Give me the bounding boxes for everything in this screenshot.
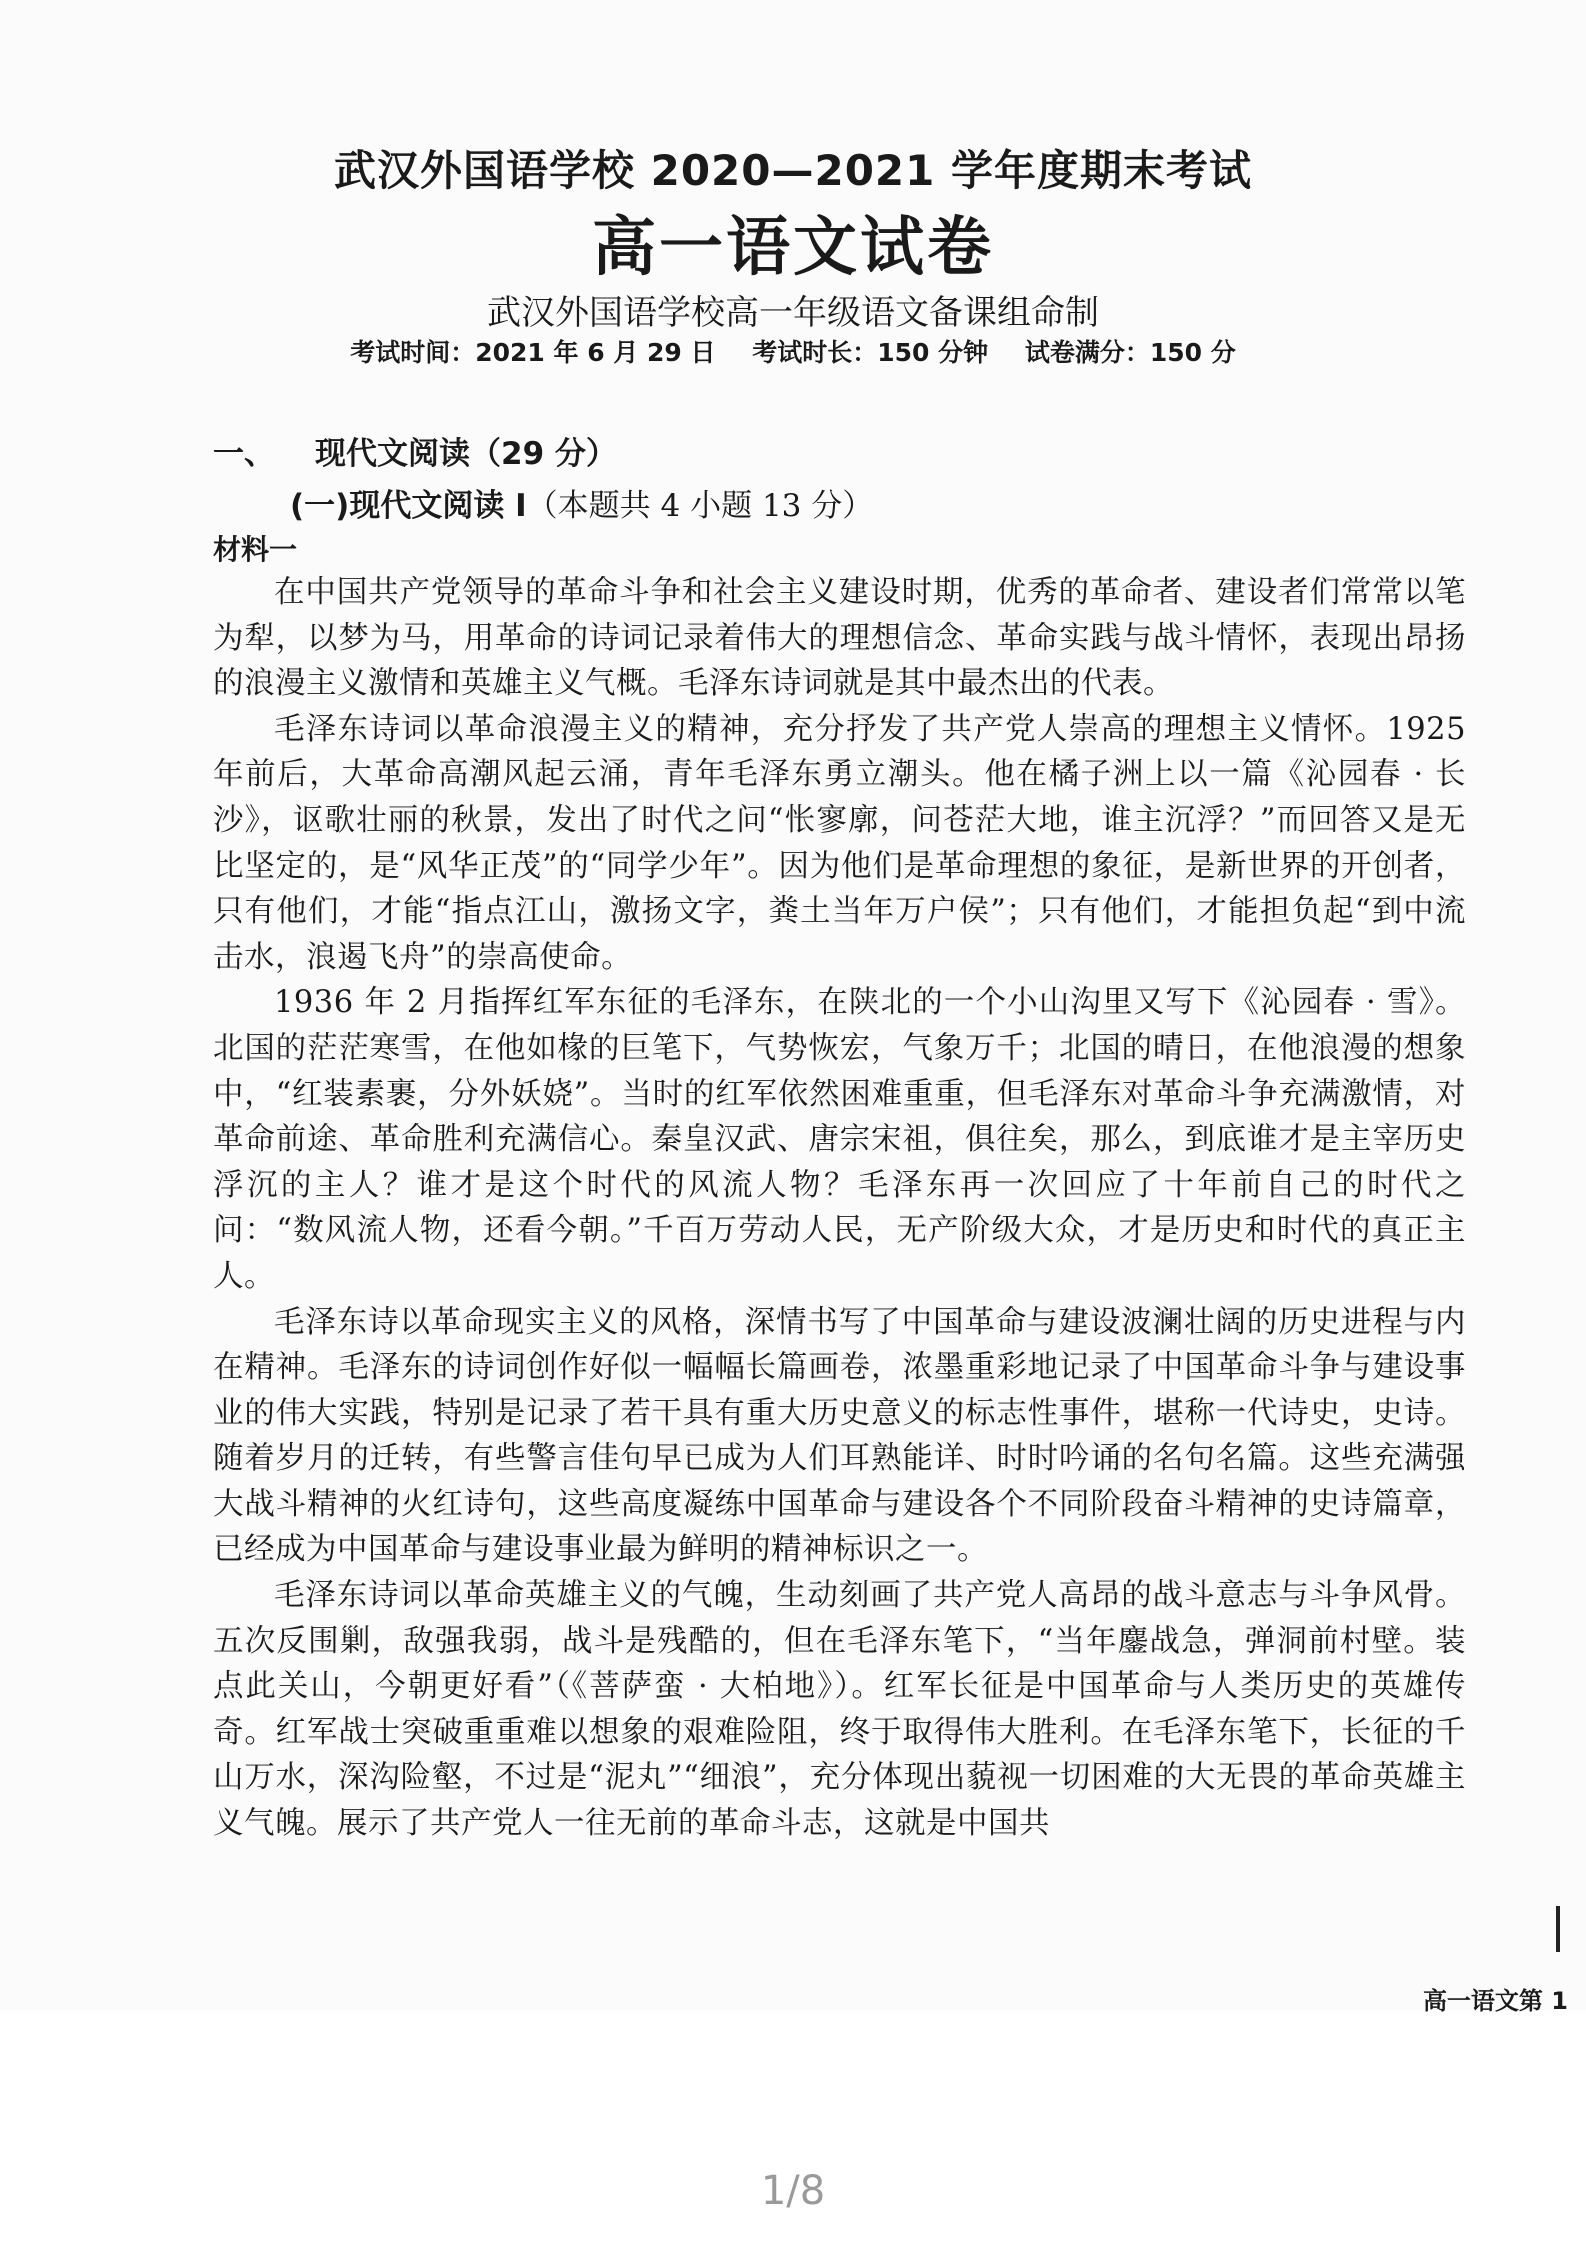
exam-date: 考试时间：2021 年 6 月 29 日 xyxy=(350,338,716,367)
subsection-heading xyxy=(290,480,873,525)
paper-title: 高一语文试卷 xyxy=(592,211,994,285)
compiler-line: 武汉外国语学校高一年级语文备课组命制 xyxy=(487,293,1099,333)
exam-info xyxy=(0,333,1586,369)
subsection-title: (一)现代文阅读 I xyxy=(290,488,527,524)
exam-full-score: 试卷满分：150 分 xyxy=(1024,338,1236,367)
exam-duration: 考试时长：150 分钟 xyxy=(752,338,989,367)
reading-passage xyxy=(213,570,1466,1847)
page-indicator[interactable]: 1/8 xyxy=(760,2168,826,2214)
page-footer: 高一语文第 1 xyxy=(1422,1987,1568,2015)
section-title: 现代文阅读（29 分） xyxy=(315,436,617,472)
material-label: 材料一 xyxy=(213,533,298,566)
subsection-note: （本题共 4 小题 13 分） xyxy=(526,488,874,524)
paragraph-4: 毛泽东诗以革命现实主义的风格，深情书写了中国革命与建设波澜壮阔的历史进程与内在精神。毛泽东的诗词创作好似一幅幅长篇画卷，浓墨重彩地记录了中国革命斗争与建设事业的伟大实践，特别是记录了若干具有重大历史意义的标志性事件，堪称一代诗史，史诗。随着岁月的迁转，有些警言佳句早已成为人们耳熟能详、时时吟诵的名句名篇。这些充满强大战斗精神的火红诗句，这些高度凝练中国革命与建设各个不同阶段奋斗精神的史诗篇章，已经成为中国革命与建设事业最为鲜明的精神标识之一。 xyxy=(213,1304,1466,1568)
paragraph-3: 1936 年 2 月指挥红军东征的毛泽东，在陕北的一个小山沟里又写下《沁园春 · 雪》。北国的茫茫寒雪，在他如椽的巨笔下，气势恢宏，气象万千；北国的晴日，在他浪漫的想象中，“红装素裹，分外妖娆”。当时的红军依然困难重重，但毛泽东对革命斗争充满激情，对革命前途、革命胜利充满信心。秦皇汉武、唐宗宋祖，俱往矣，那么，到底谁才是主宰历史浮沉的主人？谁才是这个时代的风流人物？毛泽东再一次回应了十年前自己的时代之问：“数风流人物，还看今朝。”千百万劳动人民，无产阶级大众，才是历史和时代的真正主人。 xyxy=(213,985,1466,1294)
school-title: 武汉外国语学校 2020—2021 学年度期末考试 xyxy=(333,146,1253,195)
section-heading xyxy=(213,428,617,473)
scan-edge-mark xyxy=(1556,1906,1560,1952)
paragraph-1: 在中国共产党领导的革命斗争和社会主义建设时期，优秀的革命者、建设者们常常以笔为犁，以梦为马，用革命的诗词记录着伟大的理想信念、革命实践与战斗情怀，表现出昂扬的浪漫主义激情和英雄主义气概。毛泽东诗词就是其中最杰出的代表。 xyxy=(213,575,1466,702)
section-number: 一、 xyxy=(213,436,275,472)
paragraph-2: 毛泽东诗词以革命浪漫主义的精神，充分抒发了共产党人崇高的理想主义情怀。1925 年前后，大革命高潮风起云涌，青年毛泽东勇立潮头。他在橘子洲上以一篇《沁园春 · 长沙》，讴歌壮丽的秋景，发出了时代之问“怅寥廓，问苍茫大地，谁主沉浮？”而回答又是无比坚定的，是“风华正茂”的“同学少年”。因为他们是革命理想的象征，是新世界的开创者，只有他们，才能“指点江山，激扬文字，粪土当年万户侯”；只有他们，才能担负起“到中流击水，浪遏飞舟”的崇高使命。 xyxy=(213,711,1466,975)
paragraph-5: 毛泽东诗词以革命英雄主义的气魄，生动刻画了共产党人高昂的战斗意志与斗争风骨。五次反围剿，敌强我弱，战斗是残酷的，但在毛泽东笔下，“当年鏖战急，弹洞前村壁。装点此关山，今朝更好看”（《菩萨蛮 · 大柏地》）。红军长征是中国革命与人类历史的英雄传奇。红军战士突破重重难以想象的艰难险阻，终于取得伟大胜利。在毛泽东笔下，长征的千山万水，深沟险壑，不过是“泥丸”“细浪”，充分体现出藐视一切困难的大无畏的革命英雄主义气魄。展示了共产党人一往无前的革命斗志，这就是中国共 xyxy=(213,1578,1466,1842)
